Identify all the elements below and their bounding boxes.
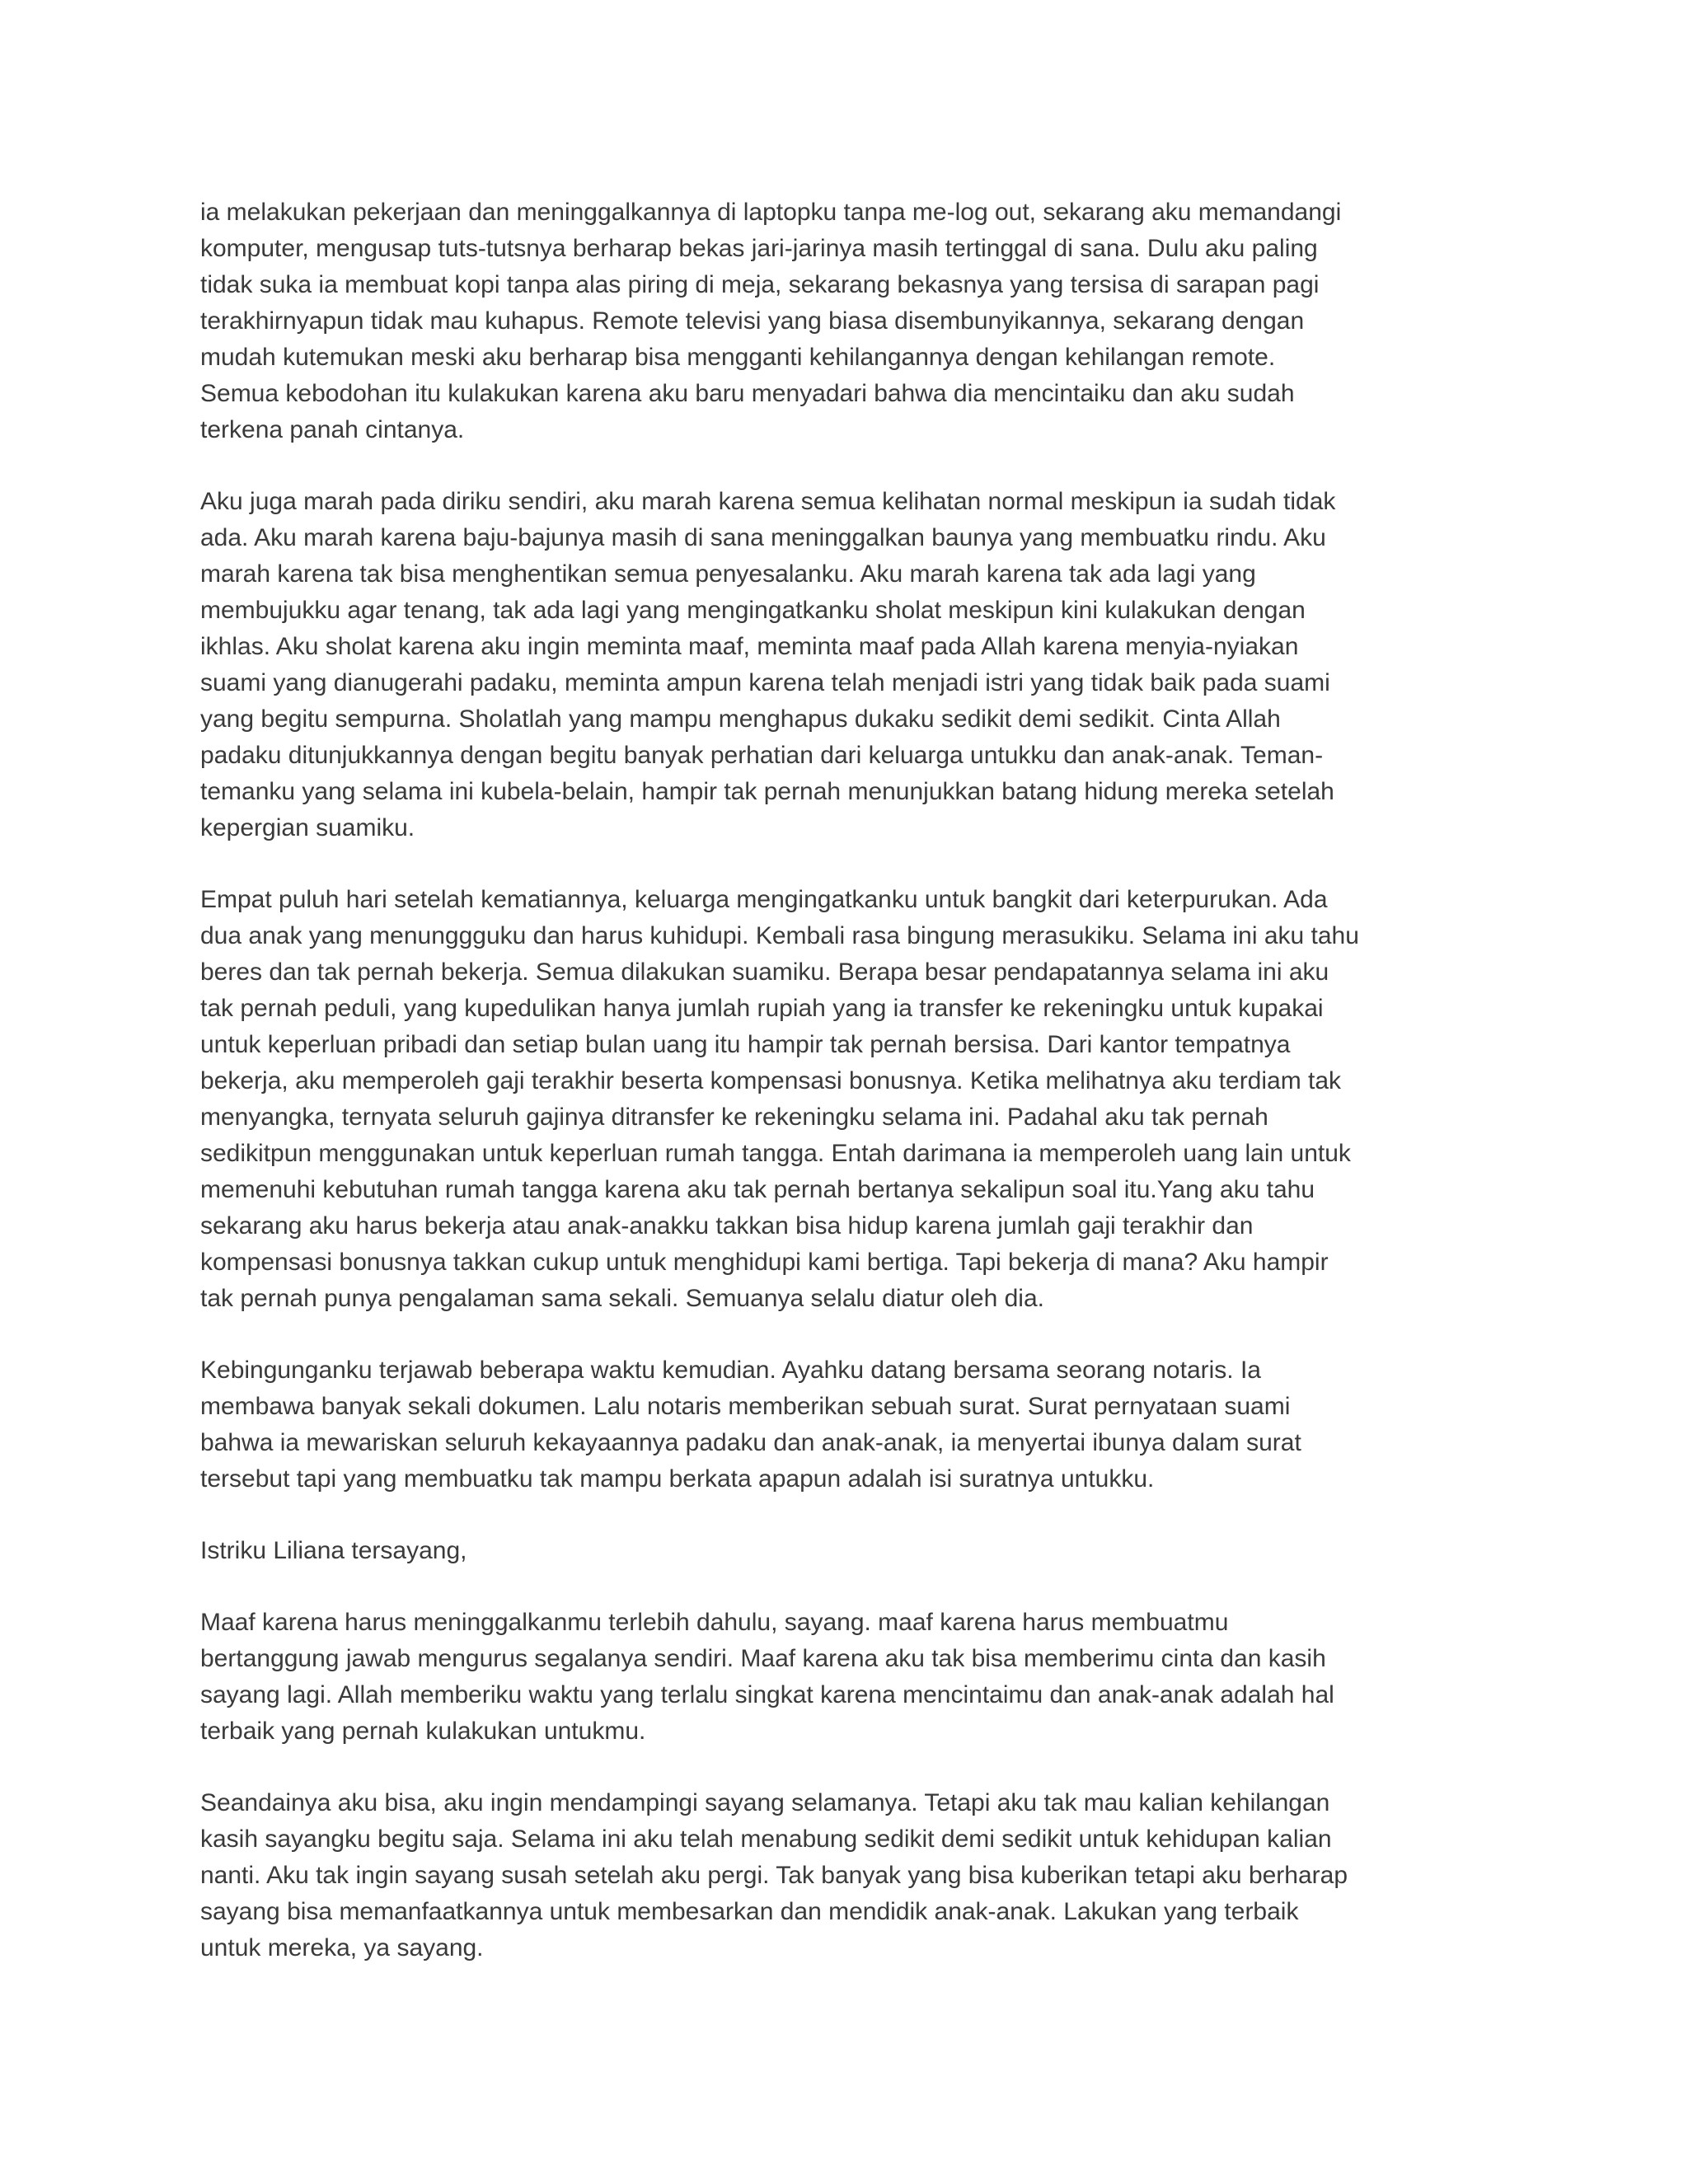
text-line: Seandainya aku bisa, aku ingin mendampingi sayang selamanya. Tetapi aku tak mau kalian kehilangan xyxy=(200,1789,1330,1816)
text-line: tersebut tapi yang membuatku tak mampu berkata apapun adalah isi suratnya untukku. xyxy=(200,1465,1155,1493)
text-line: suami yang dianugerahi padaku, meminta ampun karena telah menjadi istri yang tidak baik pada suami xyxy=(200,669,1330,696)
paragraph xyxy=(200,1605,1486,1750)
text-line: marah karena tak bisa menghentikan semua penyesalanku. Aku marah karena tak ada lagi yang xyxy=(200,560,1256,588)
text-line: sekarang aku harus bekerja atau anak-anakku takkan bisa hidup karena jumlah gaji terakhir dan xyxy=(200,1212,1254,1240)
text-line: ia melakukan pekerjaan dan meninggalkannya di laptopku tanpa me-log out, sekarang aku memandangi xyxy=(200,199,1342,226)
paragraph xyxy=(200,1785,1486,1966)
text-line: Kebingunganku terjawab beberapa waktu kemudian. Ayahku datang bersama seorang notaris. Ia xyxy=(200,1357,1261,1384)
text-line: temanku yang selama ini kubela-belain, hampir tak pernah menunjukkan batang hidung mereka setelah xyxy=(200,778,1334,805)
text-line: sedikitpun menggunakan untuk keperluan rumah tangga. Entah darimana ia memperoleh uang lain untuk xyxy=(200,1140,1351,1167)
document-body xyxy=(200,194,1486,1966)
text-line: Istriku Liliana tersayang, xyxy=(200,1537,467,1564)
text-line: tidak suka ia membuat kopi tanpa alas piring di meja, sekarang bekasnya yang tersisa di sarapan pagi xyxy=(200,271,1320,298)
text-line: tak pernah punya pengalaman sama sekali. Semuanya selalu diatur oleh dia. xyxy=(200,1285,1044,1312)
text-line: mudah kutemukan meski aku berharap bisa mengganti kehilangannya dengan kehilangan remote. xyxy=(200,344,1276,371)
text-line: padaku ditunjukkannya dengan begitu banyak perhatian dari keluarga untukku dan anak-anak. Teman- xyxy=(200,742,1324,769)
paragraph xyxy=(200,484,1486,846)
text-line: nanti. Aku tak ingin sayang susah setelah aku pergi. Tak banyak yang bisa kuberikan tetapi aku berharap xyxy=(200,1862,1348,1889)
text-line: untuk mereka, ya sayang. xyxy=(200,1934,484,1961)
text-line: menyangka, ternyata seluruh gajinya ditransfer ke rekeningku selama ini. Padahal aku tak pernah xyxy=(200,1104,1268,1131)
text-line: terkena panah cintanya. xyxy=(200,416,465,443)
text-line: tak pernah peduli, yang kupedulikan hanya jumlah rupiah yang ia transfer ke rekeningku untuk kupakai xyxy=(200,995,1324,1022)
text-line: bahwa ia mewariskan seluruh kekayaannya padaku dan anak-anak, ia menyertai ibunya dalam surat xyxy=(200,1429,1301,1456)
text-line: membujukku agar tenang, tak ada lagi yang mengingatkanku sholat meskipun kini kulakukan dengan xyxy=(200,597,1306,624)
text-line: Maaf karena harus meninggalkanmu terlebih dahulu, sayang. maaf karena harus membuatmu xyxy=(200,1609,1229,1636)
text-line: terbaik yang pernah kulakukan untukmu. xyxy=(200,1718,646,1745)
text-line: membawa banyak sekali dokumen. Lalu notaris memberikan sebuah surat. Surat pernyataan suami xyxy=(200,1393,1291,1420)
text-line: memenuhi kebutuhan rumah tangga karena aku tak pernah bertanya sekalipun soal itu.Yang aku tahu xyxy=(200,1176,1315,1203)
text-line: ada. Aku marah karena baju-bajunya masih di sana meninggalkan baunya yang membuatku rindu. Aku xyxy=(200,524,1326,551)
paragraph xyxy=(200,1533,1486,1569)
text-line: ikhlas. Aku sholat karena aku ingin meminta maaf, meminta maaf pada Allah karena menyia-nyiakan xyxy=(200,633,1299,660)
text-line: Empat puluh hari setelah kematiannya, keluarga mengingatkanku untuk bangkit dari keterpurukan. Ada xyxy=(200,886,1328,913)
text-line: sayang lagi. Allah memberiku waktu yang terlalu singkat karena mencintaimu dan anak-anak adalah hal xyxy=(200,1681,1334,1708)
text-line: komputer, mengusap tuts-tutsnya berharap bekas jari-jarinya masih tertinggal di sana. Dulu aku paling xyxy=(200,235,1318,262)
text-line: bekerja, aku memperoleh gaji terakhir beserta kompensasi bonusnya. Ketika melihatnya aku terdiam tak xyxy=(200,1067,1342,1094)
text-line: kompensasi bonusnya takkan cukup untuk menghidupi kami bertiga. Tapi bekerja di mana? Aku hampir xyxy=(200,1249,1329,1276)
text-line: terakhirnyapun tidak mau kuhapus. Remote televisi yang biasa disembunyikannya, sekarang dengan xyxy=(200,307,1305,335)
text-line: yang begitu sempurna. Sholatlah yang mampu menghapus dukaku sedikit demi sedikit. Cinta Allah xyxy=(200,705,1281,733)
paragraph xyxy=(200,194,1486,448)
text-line: untuk keperluan pribadi dan setiap bulan uang itu hampir tak pernah bersisa. Dari kantor tempatnya xyxy=(200,1031,1291,1058)
text-line: bertanggung jawab mengurus segalanya sendiri. Maaf karena aku tak bisa memberimu cinta dan kasih xyxy=(200,1645,1326,1672)
text-line: kasih sayangku begitu saja. Selama ini aku telah menabung sedikit demi sedikit untuk kehidupan kalian xyxy=(200,1825,1332,1853)
text-line: sayang bisa memanfaatkannya untuk membesarkan dan mendidik anak-anak. Lakukan yang terbaik xyxy=(200,1898,1299,1925)
paragraph xyxy=(200,1352,1486,1497)
text-line: Semua kebodohan itu kulakukan karena aku baru menyadari bahwa dia mencintaiku dan aku sudah xyxy=(200,380,1295,407)
text-line: kepergian suamiku. xyxy=(200,814,415,841)
text-line: beres dan tak pernah bekerja. Semua dilakukan suamiku. Berapa besar pendapatannya selama ini aku xyxy=(200,958,1329,986)
paragraph xyxy=(200,882,1486,1317)
text-line: Aku juga marah pada diriku sendiri, aku marah karena semua kelihatan normal meskipun ia sudah tidak xyxy=(200,488,1336,515)
text-line: dua anak yang menunggguku dan harus kuhidupi. Kembali rasa bingung merasukiku. Selama ini aku tahu xyxy=(200,922,1359,949)
